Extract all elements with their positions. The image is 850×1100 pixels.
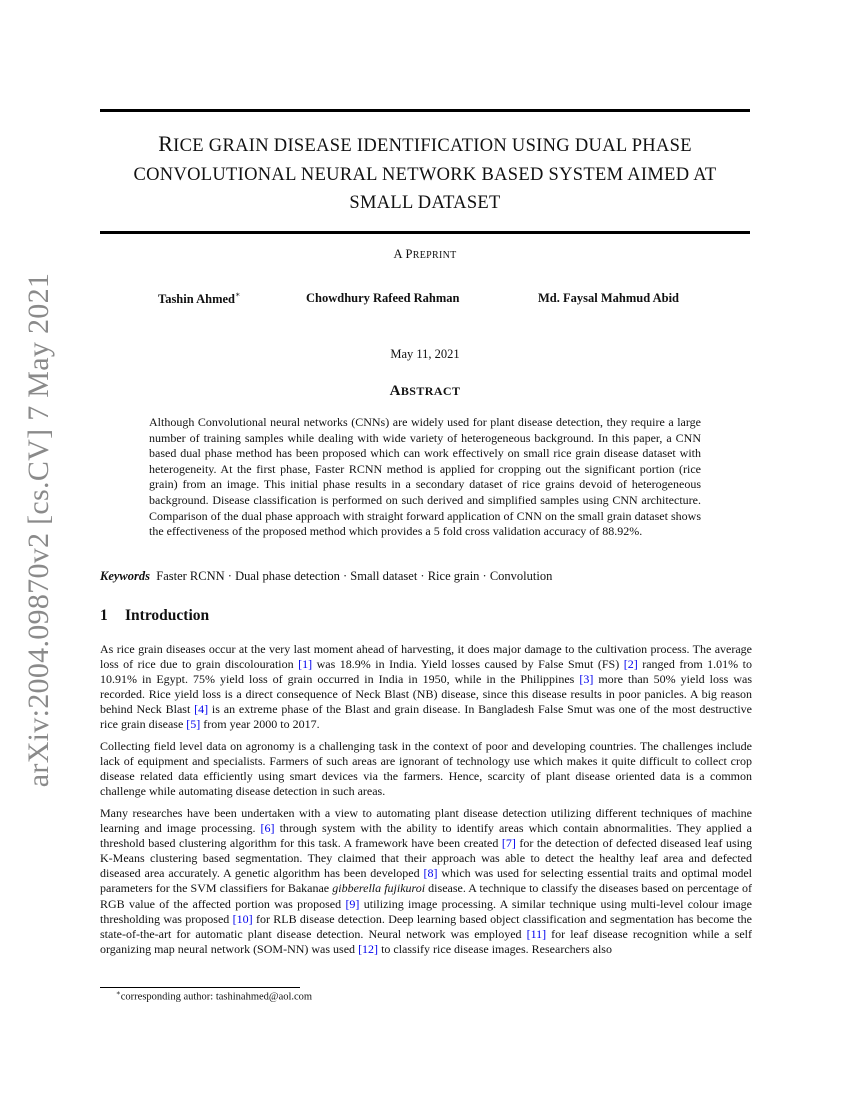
footnote-text: corresponding author: tashinahmed@aol.com <box>120 991 313 1003</box>
text-run: is an extreme phase of the Blast and grain disease. In Bangladesh False Smut was one of the most destructive rice grain disease <box>100 702 752 732</box>
text-run: disease. A technique to classify the diseases based on percentage of RGB value of the affected portion was proposed <box>100 881 752 911</box>
citation-link[interactable]: [8] <box>423 866 438 881</box>
introduction-body <box>100 642 752 963</box>
date: May 11, 2021 <box>390 347 460 361</box>
species-name: gibberella fujikuroi <box>332 881 426 896</box>
text-run: Many researches have been undertaken with a view to automating plant disease detection utilizing different techniques of machine learning and image processing. <box>100 805 752 836</box>
section-heading-introduction <box>100 607 209 625</box>
author-1-name: Tashin Ahmed <box>158 292 236 307</box>
author-3 <box>538 291 679 306</box>
text-run: for the detection of defected diseased leaf using K-Means clustering based segmentation. They claimed that their approach was able to detect the healthy leaf area and defected diseased area accurately. A genetic algorithm has been developed <box>100 836 752 881</box>
abstract-heading: ABSTRACT <box>389 383 461 399</box>
citation-link[interactable]: [12] <box>358 941 379 956</box>
title-line-3: SMALL DATASET <box>349 193 501 213</box>
footnote <box>116 989 312 1003</box>
text-run: which was used for selecting essential traits and optimal model parameters for the SVM classifiers for Bakanae <box>100 866 752 896</box>
title-line-1: RICE GRAIN DISEASE IDENTIFICATION USING DUAL PHASE <box>158 131 692 156</box>
abstract-text: Although Convolutional neural networks (CNNs) are widely used for plant disease detection, they require a large number of training samples while dealing with wide variety of heterogeneous background. In this paper, a CNN based dual phase method has been proposed which can work effectively on small rice grain disease dataset with heterogeneity. At the first phase, Faster RCNN method is applied for cropping out the significant portion (rice grain) from an image. This initial phase results in a secondary dataset of rice grains devoid of heterogeneous background. Disease classification is performed on such derived and simplified samples using CNN architecture. Comparison of the dual phase approach with straight forward application of CNN on the small grain dataset shows the effectiveness of the proposed method which provides a 5 fold cross validation accuracy of 88.92%. <box>149 415 701 539</box>
citation-link[interactable]: [3] <box>579 672 594 687</box>
paragraph-2: Collecting field level data on agronomy is a challenging task in the context of poor and developing countries. The challenges include lack of equipment and specialists. Farmers of such areas are ignorant of technology use which makes it quite difficult to collect crop disease related data efficiently using smart devices via the farmers. Hence, scarcity of plant disease oriented data is a common challenge while automating disease detection in such areas. <box>100 739 752 799</box>
arxiv-stamp: arXiv:2004.09870v2 [cs.CV] 7 May 2021 <box>22 272 55 788</box>
preprint-label: A PREPRINT <box>393 247 457 261</box>
text-run: ranged from 1.01% to 10.91% in Egypt. 75% yield loss of grain occurred in India in 1950, while in the Philippines <box>100 657 753 687</box>
citation-link[interactable]: [9] <box>345 896 360 911</box>
author-2 <box>306 291 460 306</box>
paragraph-3 <box>100 806 752 957</box>
section-title: Introduction <box>125 607 210 624</box>
section-number: 1 <box>100 607 108 624</box>
keywords-list: Faster RCNN · Dual phase detection · Small dataset · Rice grain · Convolution <box>156 569 553 583</box>
author-3-name: Md. Faysal Mahmud Abid <box>538 291 680 305</box>
footnote-mark: ∗ <box>116 989 121 997</box>
text-run: to classify rice disease images. Researchers also <box>378 941 612 956</box>
text-run: utilizing image processing. A similar technique using multi-level colour image thresholding was proposed <box>100 896 752 926</box>
author-1 <box>158 291 240 307</box>
citation-link[interactable]: [10] <box>232 911 253 926</box>
citation-link[interactable]: [5] <box>186 717 201 732</box>
keywords-label: Keywords <box>100 569 150 583</box>
footnote-rule <box>100 987 300 988</box>
keywords <box>100 569 552 584</box>
text-run: was 18.9% in India. Yield losses caused by False Smut (FS) <box>312 657 624 672</box>
text-run: more than 50% yield loss was recorded. Rice yield loss is a direct consequence of Neck Blast (NB) disease, since this disease results in poor panicles. A big reason behind Neck Blast <box>100 672 752 717</box>
text-run: for RLB disease detection. Deep learning based object classification and segmentation has become the state-of-the-art for automatic plant disease detection. Neural network was employed <box>100 911 752 941</box>
title-top-rule <box>100 109 750 112</box>
text-run: from year 2000 to 2017. <box>200 717 320 732</box>
text-run: for leaf disease recognition while a self organizing map neural network (SOM-NN) was used <box>100 926 752 956</box>
paragraph-1 <box>100 642 752 733</box>
author-1-footnote-mark: ∗ <box>235 290 241 299</box>
author-2-name: Chowdhury Rafeed Rahman <box>306 291 460 305</box>
citation-link[interactable]: [11] <box>526 926 547 941</box>
citation-link[interactable]: [4] <box>194 702 209 717</box>
title-bottom-rule <box>100 231 750 234</box>
citation-link[interactable]: [1] <box>298 657 313 672</box>
title-line-2: CONVOLUTIONAL NEURAL NETWORK BASED SYSTEM AIMED AT <box>133 164 717 185</box>
text-run: through system with the ability to identify areas which contain abnormalities. They applied a threshold based clustering algorithm for this task. A framework have been created <box>100 821 752 851</box>
paper-title <box>100 130 750 218</box>
citation-link[interactable]: [2] <box>623 657 638 672</box>
citation-link[interactable]: [7] <box>501 836 516 851</box>
text-run: As rice grain diseases occur at the very last moment ahead of harvesting, it does major damage to the cultivation process. The average loss of rice due to grain discolouration <box>100 642 752 672</box>
citation-link[interactable]: [6] <box>260 821 275 836</box>
